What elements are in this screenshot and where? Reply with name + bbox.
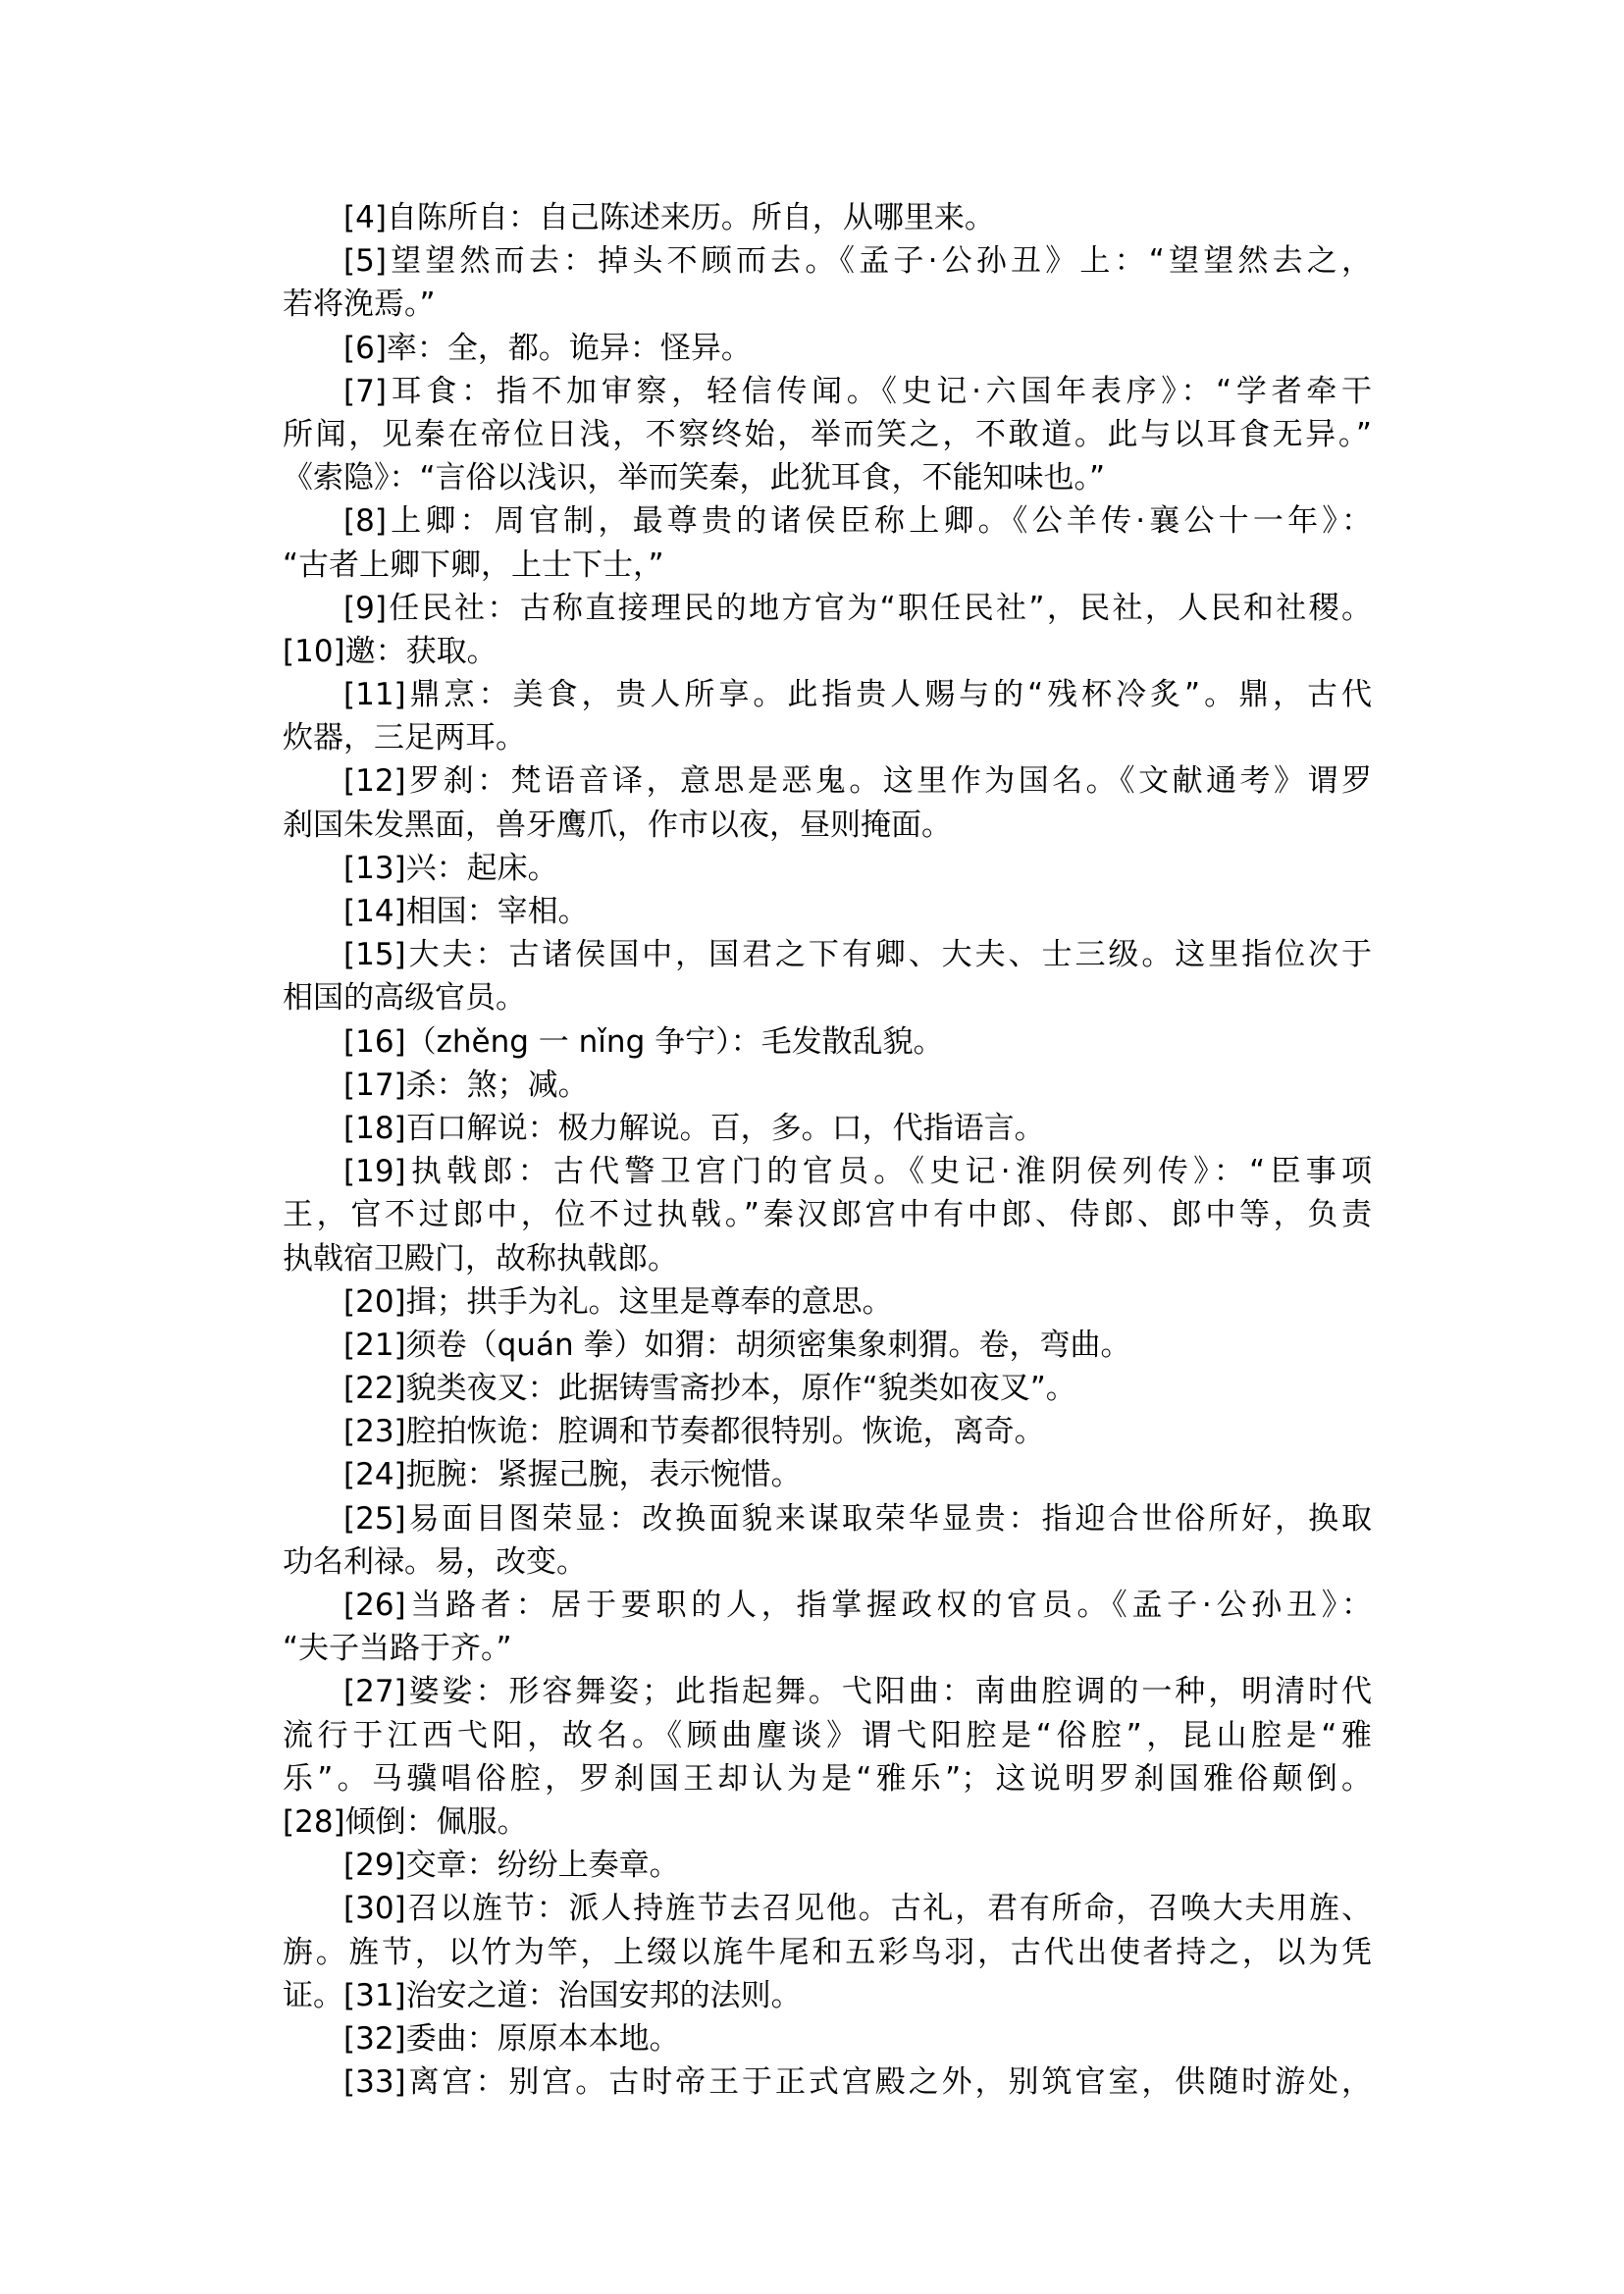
text-line: 刹国朱发黑面，兽牙鹰爪，作市以夜，昼则掩面。 [283,807,952,843]
text-line: 王，官不过郎中，位不过执戟。”秦汉郎宫中有中郎、侍郎、郎中等，负责 [283,1197,1372,1233]
text-line: 炊器，三足两耳。 [283,720,526,756]
text-line: [21]须卷（quán 拳）如猬：胡须密集象刺猬。卷，弯曲。 [343,1327,1131,1363]
text-line: [26]当路者：居于要职的人，指掌握政权的官员。《孟子·公孙丑》： [343,1588,1372,1623]
document-body [283,196,1372,2104]
text-line: 执戟宿卫殿门，故称执戟郎。 [283,1240,678,1277]
text-line: [10]邀：获取。 [283,633,498,669]
text-line: [27]婆娑：形容舞姿；此指起舞。弋阳曲：南曲腔调的一种，明清时代 [343,1674,1372,1710]
text-line: [25]易面目图荣显：改换面貌来谋取荣华显贵：指迎合世俗所好，换取 [343,1500,1372,1537]
text-line: 若将浼焉。” [283,287,436,323]
text-line: 相国的高级官员。 [283,980,526,1017]
text-line: 《索隐》：“言俗以浅识，举而笑秦，此犹耳食，不能知味也。” [283,460,1106,496]
text-line: “夫子当路于齐。” [283,1631,512,1667]
text-line: [6]率：全，都。诡异：怪异。 [343,330,752,366]
text-line: “古者上卿下卿，上士下士，” [283,547,664,583]
text-line: [11]鼎烹：美食，贵人所享。此指贵人赐与的“残杯冷炙”。鼎，古代 [343,677,1372,713]
text-line: [15]大夫：古诸侯国中，国君之下有卿、大夫、士三级。这里指位次于 [343,937,1372,973]
text-line: [33]离宫：别宫。古时帝王于正式宫殿之外，别筑官室，供随时游处， [343,2064,1372,2101]
text-line: [7]耳食：指不加审察，轻信传闻。《史记·六国年表序》：“学者牵干 [343,373,1372,409]
text-line: [32]委曲：原原本本地。 [343,2020,680,2057]
text-line: [4]自陈所自：自己陈述来历。所自，从哪里来。 [343,200,995,235]
text-line: [17]杀：煞；减。 [343,1067,589,1103]
text-line: [22]貌类夜叉：此据铸雪斋抄本，原作“貌类如夜叉”。 [343,1371,1076,1407]
text-line: 证。[31]治安之道：治国安邦的法则。 [283,1977,802,2013]
text-line: [16]（zhěng 一 nǐng 争宁）：毛发散乱貌。 [343,1023,944,1060]
text-line: [28]倾倒：佩服。 [283,1803,528,1840]
text-line: [20]揖；拱手为礼。这里是尊奉的意思。 [343,1283,893,1320]
text-line: 功名利禄。易，改变。 [283,1543,587,1580]
text-line: 所闻，见秦在帝位日浅，不察终始，举而笑之，不敢道。此与以耳食无异。” [283,416,1372,452]
text-line: 流行于江西弋阳，故名。《顾曲麈谈》谓弋阳腔是“俗腔”，昆山腔是“雅 [283,1717,1372,1753]
text-line: [18]百口解说：极力解说。百，多。口，代指语言。 [343,1110,1045,1146]
text-line: [29]交章：纷纷上奏章。 [343,1848,680,1884]
text-line: [5]望望然而去：掉头不顾而去。《孟子·公孙丑》上：“望望然去之， [343,243,1372,280]
text-line: [8]上卿：周官制，最尊贵的诸侯臣称上卿。《公羊传·襄公十一年》： [343,503,1372,540]
text-line: [24]扼腕：紧握己腕，表示惋惜。 [343,1457,802,1493]
text-line: [23]腔拍恢诡：腔调和节奏都很特别。恢诡，离奇。 [343,1414,1045,1450]
text-line: 旃。旌节，以竹为竿，上缀以旄牛尾和五彩鸟羽，古代出使者持之，以为凭 [283,1934,1372,1970]
text-line: 乐”。马骥唱俗腔，罗刹国王却认为是“雅乐”；这说明罗刹国雅俗颠倒。 [283,1760,1372,1797]
text-line: [13]兴：起床。 [343,850,558,886]
text-line: [14]相国：宰相。 [343,894,589,929]
text-line: [12]罗刹：梵语音译，意思是恶鬼。这里作为国名。《文献通考》谓罗 [343,763,1372,800]
text-line: [19]执戟郎：古代警卫宫门的官员。《史记·淮阴侯列传》：“臣事项 [343,1154,1372,1190]
text-line: [9]任民社：古称直接理民的地方官为“职任民社”，民社，人民和社稷。 [343,590,1372,626]
text-line: [30]召以旌节：派人持旌节去召见他。古礼，君有所命，召唤大夫用旌、 [343,1891,1372,1927]
